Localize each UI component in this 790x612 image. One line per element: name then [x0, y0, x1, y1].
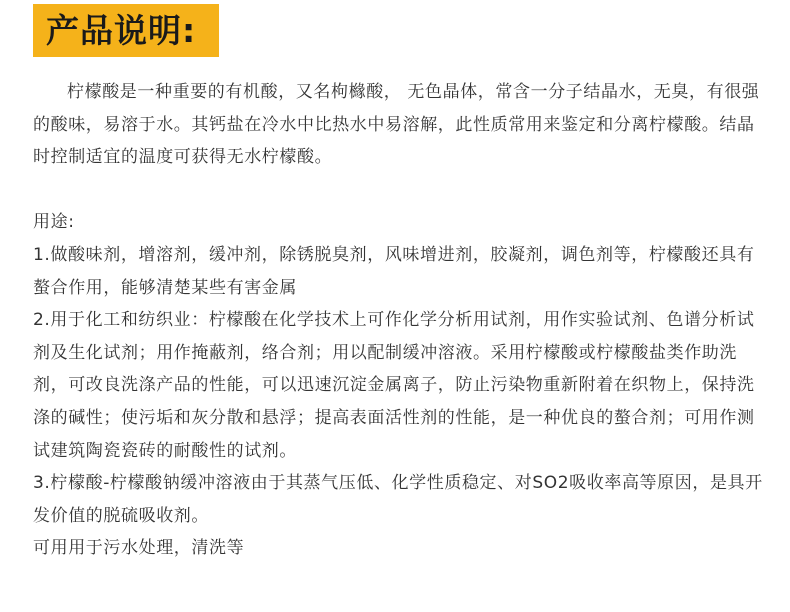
- title-badge: [33, 4, 219, 57]
- use-item-3: 3.柠檬酸-柠檬酸钠缓冲溶液由于其蒸气压低、化学性质稳定、对SO2吸收率高等原因，是具开发价值的脱硫吸收剂。: [33, 473, 763, 526]
- uses-heading: 用途:: [33, 212, 75, 233]
- paragraph-spacer: [33, 174, 768, 207]
- intro-paragraph: 柠檬酸是一种重要的有机酸，又名枸櫞酸， 无色晶体，常含一分子结晶水，无臭，有很强的酸味，易溶于水。其钙盐在冷水中比热水中易溶解，此性质常用来鉴定和分离柠檬酸。结晶时控制适宜的温度可获得无水柠檬酸。: [33, 82, 760, 168]
- use-item-2: 2.用于化工和纺织业：柠檬酸在化学技术上可作化学分析用试剂，用作实验试剂、色谱分析试剂及生化试剂；用作掩蔽剂，络合剂；用以配制缓冲溶液。采用柠檬酸或柠檬酸盐类作助洗剂，可改良洗涤产品的性能，可以迅速沉淀金属离子，防止污染物重新附着在织物上，保持洗涤的碱性；使污垢和灰分散和悬浮；提高表面活性剂的性能，是一种优良的螯合剂；可用作测试建筑陶瓷瓷砖的耐酸性的试剂。: [33, 310, 755, 461]
- page-title: 产品说明:: [46, 11, 197, 50]
- use-item-1: 1.做酸味剂，增溶剂，缓冲剂，除锈脱臭剂，风味增进剂，胶凝剂，调色剂等，柠檬酸还具有螯合作用，能够清楚某些有害金属: [33, 244, 755, 298]
- use-item-4: 可用用于污水处理，清洗等: [33, 538, 245, 559]
- product-description: [33, 76, 768, 565]
